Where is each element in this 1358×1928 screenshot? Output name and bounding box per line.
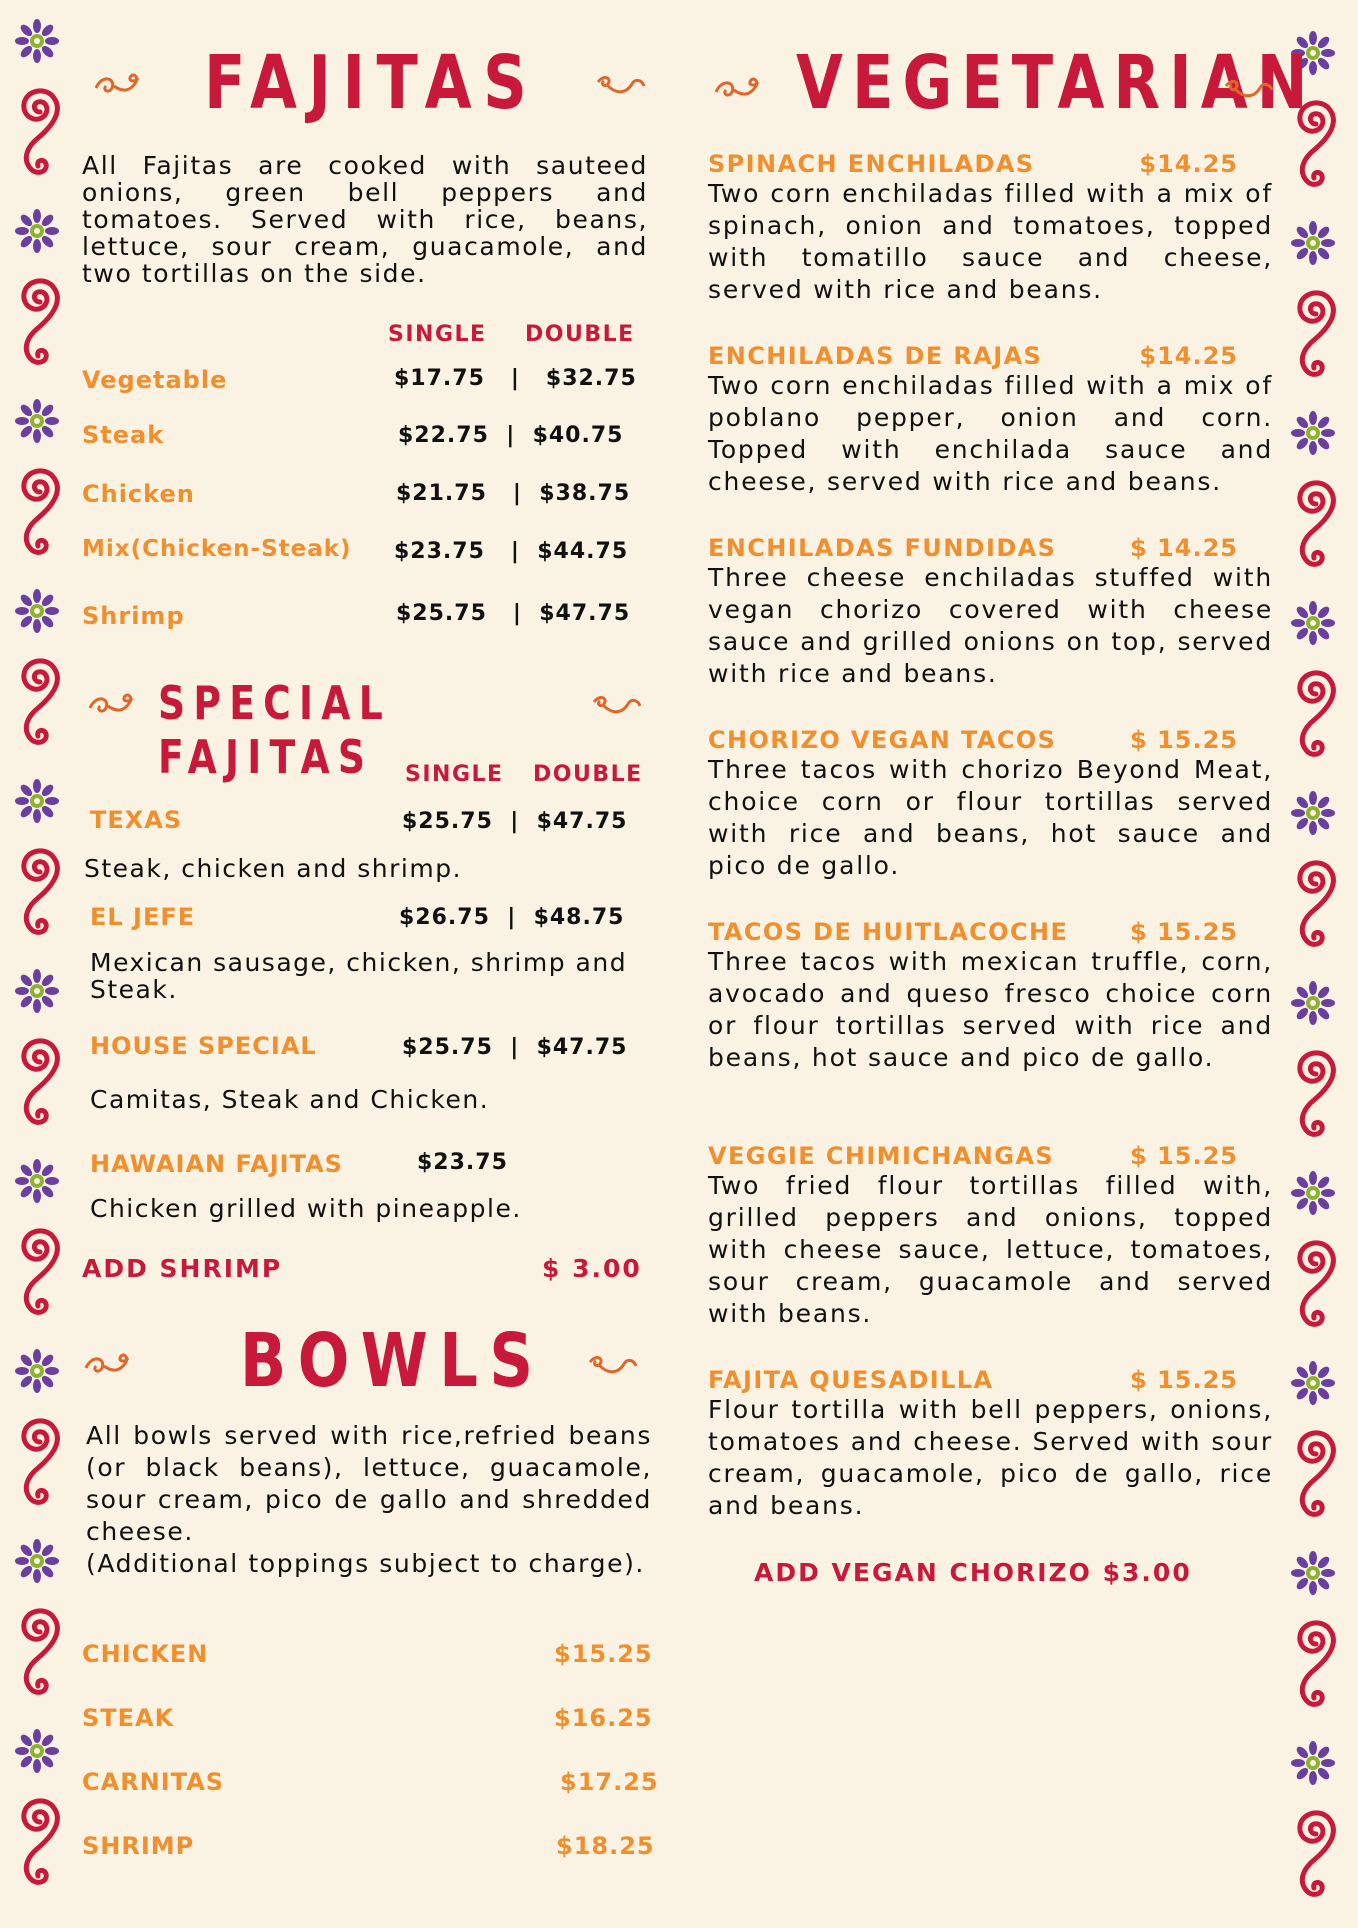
flower-icon	[1286, 1736, 1340, 1790]
flower-icon	[1286, 406, 1340, 460]
add-vegan-chorizo-label: ADD VEGAN CHORIZO $3.00	[754, 1558, 1192, 1587]
special-item-name: EL JEFE	[90, 903, 196, 931]
left-decorative-border	[6, 0, 76, 1920]
spiral-icon	[12, 1216, 62, 1346]
veg-item-name: CHORIZO VEGAN TACOS	[708, 726, 1057, 754]
flower-icon	[1286, 1356, 1340, 1410]
bowl-item-price: $15.25	[554, 1640, 653, 1668]
special-item-name: HOUSE SPECIAL	[90, 1032, 317, 1060]
flower-icon	[1286, 976, 1340, 1030]
veg-item-desc: Three tacos with mexican truffle, corn, avocado and queso fresco choice corn or flour tortillas served with rice and beans, hot sauce and pico de gallo.	[708, 947, 1273, 1072]
swirl-ornament-icon	[82, 1350, 138, 1380]
veg-item-desc: Three cheese enchiladas stuffed with vegan chorizo covered with cheese sauce and grilled onions on top, served with rice and beans.	[708, 563, 1273, 688]
flower-icon	[10, 14, 64, 68]
swirl-ornament-icon	[586, 1350, 642, 1380]
spiral-icon	[1288, 848, 1338, 978]
veg-item-name: ENCHILADAS DE RAJAS	[708, 342, 1043, 370]
veg-item-price: $ 15.25	[1130, 726, 1238, 754]
fajitas-single-header: SINGLE	[388, 322, 487, 347]
spiral-icon	[1288, 1038, 1338, 1168]
bowl-item-name: CHICKEN	[82, 1640, 209, 1668]
flower-icon	[10, 774, 64, 828]
swirl-ornament-icon	[86, 690, 142, 720]
spiral-icon	[12, 456, 62, 586]
spiral-icon	[12, 266, 62, 396]
bowl-item-price: $16.25	[554, 1704, 653, 1732]
veg-item-price: $ 15.25	[1130, 1366, 1238, 1394]
special-item-price: $26.75 | $48.75	[399, 905, 625, 930]
veg-item-name: SPINACH ENCHILADAS	[708, 150, 1035, 178]
veg-item-name: ENCHILADAS FUNDIDAS	[708, 534, 1057, 562]
bowls-intro: All bowls served with rice,refried beans (or black beans), lettuce, guacamole, sour cream, pico de gallo and shredded cheese.	[86, 1421, 652, 1546]
flower-icon	[1286, 786, 1340, 840]
fajita-item-name: Shrimp	[82, 602, 185, 630]
special-item-desc: Chicken grilled with pineapple.	[90, 1194, 522, 1223]
fajita-item-price: $23.75 | $44.75	[394, 539, 629, 564]
flower-icon	[1286, 1546, 1340, 1600]
flower-icon	[10, 584, 64, 638]
flower-icon	[10, 1154, 64, 1208]
spiral-icon	[1288, 658, 1338, 788]
spiral-icon	[12, 1596, 62, 1726]
fajitas-title: FAJITAS	[204, 40, 539, 126]
veg-item-name: TACOS DE HUITLACOCHE	[708, 918, 1069, 946]
special-fajitas-title: SPECIAL FAJITAS	[158, 676, 391, 784]
swirl-ornament-icon	[594, 70, 650, 100]
spiral-icon	[12, 1026, 62, 1156]
spiral-icon	[1288, 1608, 1338, 1738]
bowl-item-name: CARNITAS	[82, 1768, 225, 1796]
spiral-icon	[1288, 1798, 1338, 1928]
fajita-item-name: Steak	[82, 421, 165, 449]
veg-item-name: FAJITA QUESADILLA	[708, 1366, 994, 1394]
flower-icon	[10, 204, 64, 258]
special-item-desc: Steak, chicken and shrimp.	[84, 854, 463, 883]
special-item-price: $25.75 | $47.75	[402, 809, 628, 834]
fajita-item-name: Mix(Chicken-Steak)	[82, 536, 352, 562]
spiral-icon	[1288, 468, 1338, 598]
fajita-item-price: $25.75 | $47.75	[396, 601, 631, 626]
right-decorative-border	[1282, 0, 1352, 1920]
bowl-item-name: SHRIMP	[82, 1832, 195, 1860]
spiral-icon	[1288, 1418, 1338, 1548]
swirl-ornament-icon	[1222, 74, 1278, 104]
veg-item-desc: Flour tortilla with bell peppers, onions, tomatoes and cheese. Served with sour cream, guacamole, pico de gallo, rice and beans.	[708, 1395, 1273, 1520]
veg-item-name: VEGGIE CHIMICHANGAS	[708, 1142, 1055, 1170]
fajitas-double-header: DOUBLE	[525, 322, 635, 347]
veg-item-price: $ 15.25	[1130, 918, 1238, 946]
add-shrimp-label: ADD SHRIMP	[82, 1254, 283, 1283]
veg-item-desc: Three tacos with chorizo Beyond Meat, choice corn or flour tortillas served with rice and beans, hot sauce and pico de gallo.	[708, 755, 1273, 880]
spiral-icon	[12, 646, 62, 776]
flower-icon	[10, 1344, 64, 1398]
veg-item-price: $ 15.25	[1130, 1142, 1238, 1170]
flower-icon	[1286, 596, 1340, 650]
fajita-item-name: Chicken	[82, 480, 195, 508]
special-item-price: $25.75 | $47.75	[402, 1035, 628, 1060]
bowls-note: (Additional toppings subject to charge).	[86, 1549, 645, 1578]
fajita-item-price: $21.75 | $38.75	[396, 481, 631, 506]
bowl-item-price: $17.25	[560, 1768, 659, 1796]
special-double-header: DOUBLE	[533, 762, 643, 787]
spiral-icon	[1288, 1228, 1338, 1358]
special-item-name: TEXAS	[90, 806, 183, 834]
special-item-desc: Camitas, Steak and Chicken.	[90, 1085, 490, 1114]
veg-item-desc: Two corn enchiladas filled with a mix of poblano pepper, onion and corn. Topped with enchilada sauce and cheese, served with rice and beans.	[708, 371, 1273, 496]
fajitas-intro: All Fajitas are cooked with sauteed onions, green bell peppers and tomatoes. Served with rice, beans, lettuce, sour cream, guacamole, and two tortillas on the side.	[82, 151, 648, 288]
bowl-item-price: $18.25	[556, 1832, 655, 1860]
veg-item-price: $14.25	[1139, 150, 1238, 178]
flower-icon	[10, 1724, 64, 1778]
swirl-ornament-icon	[92, 70, 148, 100]
veg-item-desc: Two corn enchiladas filled with a mix of spinach, onion and tomatoes, topped with tomatillo sauce and cheese, served with rice and beans.	[708, 179, 1273, 304]
flower-icon	[10, 964, 64, 1018]
veg-item-price: $14.25	[1139, 342, 1238, 370]
spiral-icon	[12, 1786, 62, 1916]
veg-item-desc: Two fried flour tortillas filled with, grilled peppers and onions, topped with cheese sauce, lettuce, tomatoes, sour cream, guacamole and served with beans.	[708, 1171, 1273, 1328]
spiral-icon	[12, 836, 62, 966]
fajita-item-name: Vegetable	[82, 366, 228, 394]
spiral-icon	[1288, 278, 1338, 408]
swirl-ornament-icon	[712, 74, 768, 104]
fajita-item-price: $17.75 | $32.75	[394, 366, 637, 391]
flower-icon	[1286, 216, 1340, 270]
flower-icon	[10, 394, 64, 448]
add-shrimp-price: $ 3.00	[542, 1254, 642, 1283]
spiral-icon	[12, 76, 62, 206]
swirl-ornament-icon	[590, 690, 646, 720]
special-item-price: $23.75	[417, 1150, 508, 1175]
veg-item-price: $ 14.25	[1130, 534, 1238, 562]
fajita-item-price: $22.75 | $40.75	[398, 423, 624, 448]
special-item-name: HAWAIAN FAJITAS	[90, 1150, 343, 1178]
special-single-header: SINGLE	[405, 762, 504, 787]
flower-icon	[1286, 1166, 1340, 1220]
bowls-title: BOWLS	[240, 1318, 545, 1404]
vegetarian-title: VEGETARIAN	[796, 40, 1317, 126]
spiral-icon	[12, 1406, 62, 1536]
special-item-desc: Mexican sausage, chicken, shrimp and Steak.	[90, 948, 628, 1004]
flower-icon	[10, 1534, 64, 1588]
bowl-item-name: STEAK	[82, 1704, 175, 1732]
